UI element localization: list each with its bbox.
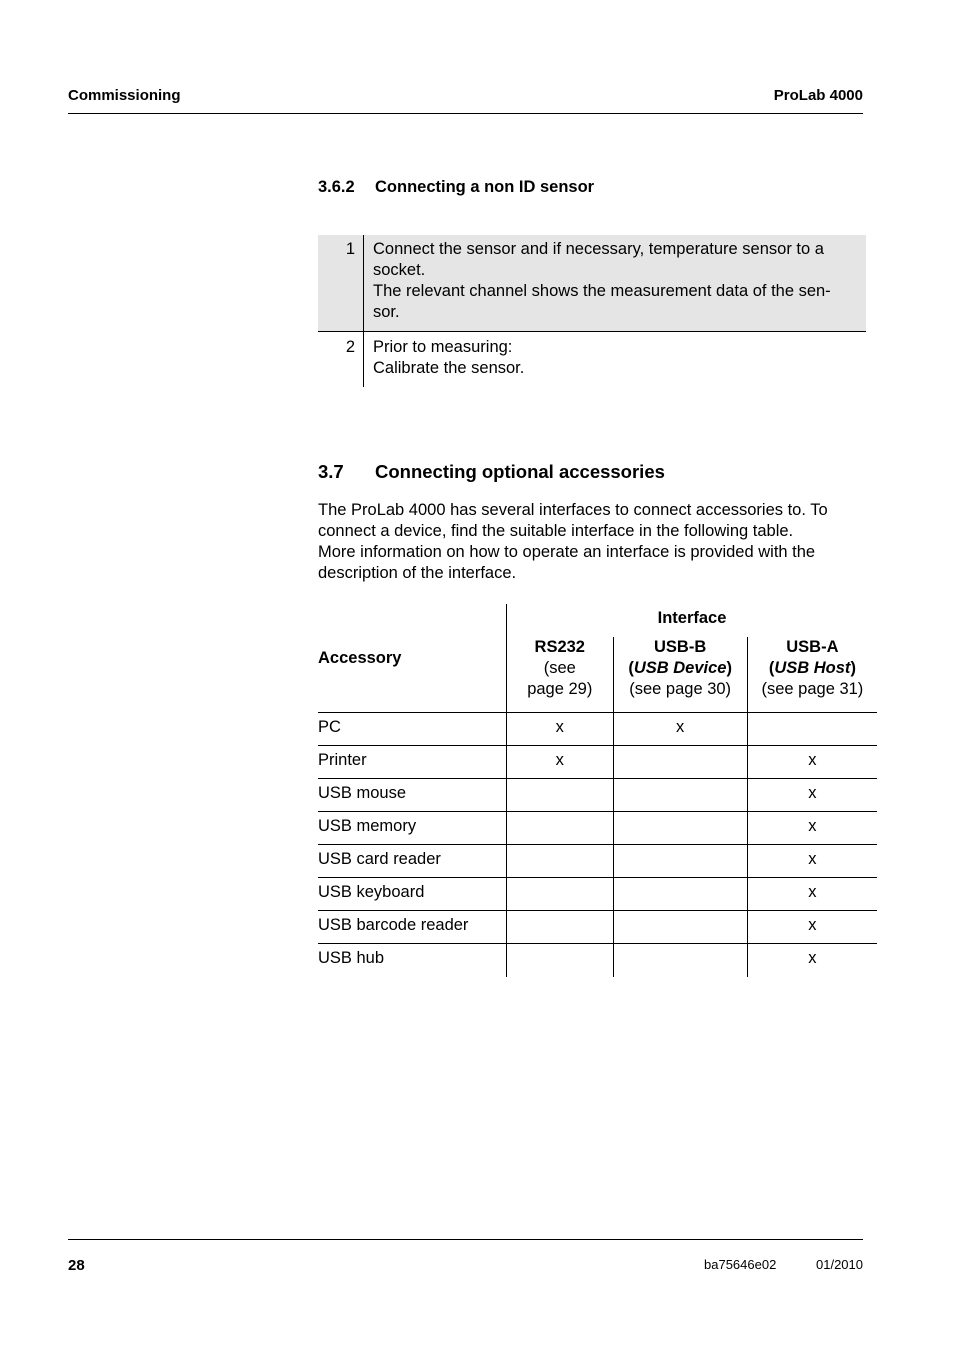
step-text bbox=[363, 332, 866, 387]
accessory-cell: USB keyboard bbox=[318, 878, 507, 911]
usb-a-cell: x bbox=[747, 878, 877, 911]
usb-a-cell bbox=[747, 713, 877, 746]
step-number: 1 bbox=[345, 240, 355, 258]
usb-b-cell bbox=[613, 911, 747, 944]
running-header-product: ProLab 4000 bbox=[773, 87, 863, 104]
accessory-cell: USB mouse bbox=[318, 779, 507, 812]
rs232-cell: x bbox=[507, 746, 613, 779]
table-group-header-row bbox=[318, 604, 877, 637]
table-row bbox=[318, 746, 877, 779]
usb-b-cell bbox=[613, 779, 747, 812]
usb-a-column-header: USB-A (USB Host) (see page 31) bbox=[747, 637, 877, 713]
usb-b-cell bbox=[613, 845, 747, 878]
accessory-cell: PC bbox=[318, 713, 507, 746]
rs232-cell: x bbox=[507, 713, 613, 746]
rs232-cell bbox=[507, 878, 613, 911]
section-37-number: 3.7 bbox=[318, 461, 344, 482]
rs232-cell bbox=[507, 812, 613, 845]
interface-table bbox=[318, 604, 877, 977]
document-id: ba75646e02 bbox=[704, 1257, 777, 1272]
section-37-title: Connecting optional accessories bbox=[375, 461, 665, 482]
table-row bbox=[318, 713, 877, 746]
accessory-cell: USB card reader bbox=[318, 845, 507, 878]
accessory-cell: USB hub bbox=[318, 944, 507, 977]
usb-a-cell: x bbox=[747, 812, 877, 845]
table-row bbox=[318, 878, 877, 911]
usb-a-cell: x bbox=[747, 911, 877, 944]
step-number: 2 bbox=[345, 338, 355, 356]
paragraph-line: description of the interface. bbox=[318, 564, 517, 582]
usb-a-cell: x bbox=[747, 845, 877, 878]
paragraph-line: The ProLab 4000 has several interfaces to connect accessories to. To bbox=[318, 501, 828, 519]
rs232-cell bbox=[507, 779, 613, 812]
rs232-column-header bbox=[507, 637, 613, 713]
document-date: 01/2010 bbox=[816, 1257, 863, 1272]
accessory-cell: USB memory bbox=[318, 812, 507, 845]
column-ref: (see bbox=[543, 659, 576, 677]
accessory-cell: USB barcode reader bbox=[318, 911, 507, 944]
step-line: sor. bbox=[373, 303, 400, 321]
usb-b-cell bbox=[613, 812, 747, 845]
header-rule bbox=[68, 113, 863, 114]
step-line: Prior to measuring: bbox=[373, 338, 513, 356]
column-name: USB-A bbox=[786, 638, 839, 656]
step-text bbox=[363, 235, 866, 331]
steps-table bbox=[318, 235, 866, 387]
section-37-heading bbox=[318, 461, 665, 483]
column-ref: page 29) bbox=[527, 680, 593, 698]
step-row bbox=[318, 235, 866, 332]
usb-b-cell bbox=[613, 944, 747, 977]
section-37-paragraph bbox=[318, 500, 878, 584]
column-name: RS232 bbox=[534, 638, 585, 656]
column-mode: USB Device bbox=[633, 659, 727, 677]
usb-b-cell bbox=[613, 746, 747, 779]
table-row bbox=[318, 812, 877, 845]
step-line: The relevant channel shows the measurement data of the sen- bbox=[373, 282, 831, 300]
interface-group-header: Interface bbox=[507, 604, 877, 637]
column-mode: USB Host bbox=[774, 659, 851, 677]
usb-b-cell: x bbox=[613, 713, 747, 746]
column-ref: (see page 31) bbox=[761, 680, 864, 698]
section-362-heading bbox=[318, 178, 594, 197]
rs232-cell bbox=[507, 845, 613, 878]
accessory-cell: Printer bbox=[318, 746, 507, 779]
paragraph-line: More information on how to operate an interface is provided with the bbox=[318, 543, 816, 561]
column-name: USB-B bbox=[654, 638, 707, 656]
usb-a-cell: x bbox=[747, 779, 877, 812]
usb-b-cell bbox=[613, 878, 747, 911]
paragraph-line: connect a device, find the suitable interface in the following table. bbox=[318, 522, 794, 540]
column-ref: (see page 30) bbox=[629, 680, 732, 698]
table-row bbox=[318, 845, 877, 878]
footer-rule bbox=[68, 1239, 863, 1240]
page-number: 28 bbox=[68, 1257, 85, 1274]
accessory-column-header: Accessory bbox=[318, 648, 402, 667]
rs232-cell bbox=[507, 944, 613, 977]
table-row bbox=[318, 779, 877, 812]
usb-a-cell: x bbox=[747, 944, 877, 977]
table-row bbox=[318, 944, 877, 977]
step-row bbox=[318, 332, 866, 387]
section-362-title: Connecting a non ID sensor bbox=[375, 178, 595, 196]
step-line: socket. bbox=[373, 261, 426, 279]
usb-a-cell: x bbox=[747, 746, 877, 779]
table-row bbox=[318, 911, 877, 944]
section-362-number: 3.6.2 bbox=[318, 178, 355, 196]
step-line: Calibrate the sensor. bbox=[373, 359, 525, 377]
rs232-cell bbox=[507, 911, 613, 944]
running-header-section: Commissioning bbox=[68, 87, 181, 104]
step-line: Connect the sensor and if necessary, temperature sensor to a bbox=[373, 240, 824, 258]
usb-b-column-header: USB-B (USB Device) (see page 30) bbox=[613, 637, 747, 713]
